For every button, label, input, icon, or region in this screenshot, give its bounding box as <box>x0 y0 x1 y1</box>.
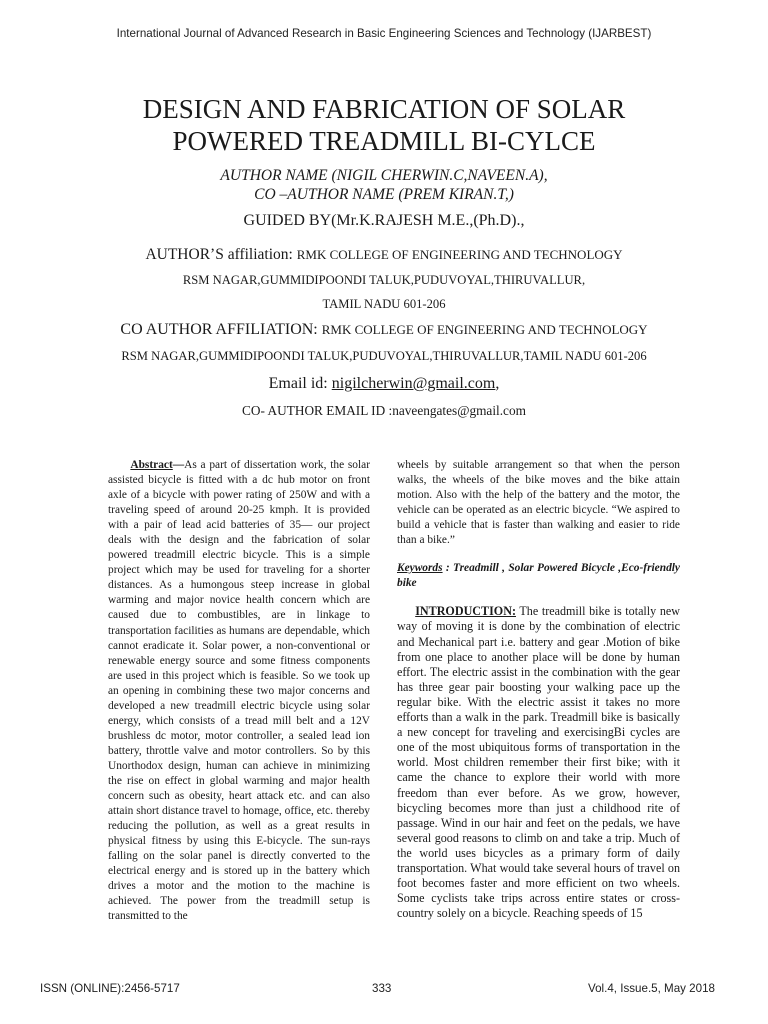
affiliation-value: RMK COLLEGE OF ENGINEERING AND TECHNOLOGY <box>296 247 623 262</box>
co-author-affiliation <box>0 321 768 339</box>
intro-continuation: wheels by suitable arrangement so that when the person walks, the wheels of the bike moves and the bike attain motion. Also with the help of the battery and the motor, the vehicle can be operated as an electric bicycle. “We aspired to build a vehicle that is faster than walking and easier to ride than a bike.” <box>397 459 680 547</box>
email-label: Email id: <box>268 375 332 392</box>
co-affiliation-label: CO AUTHOR AFFILIATION: <box>120 321 322 338</box>
title-line-2: POWERED TREADMILL BI-CYLCE <box>172 126 596 156</box>
footer-volume: Vol.4, Issue.5, May 2018 <box>588 982 715 995</box>
right-column <box>397 458 680 921</box>
keywords <box>397 561 680 591</box>
email-line <box>0 375 768 393</box>
title-line-1: DESIGN AND FABRICATION OF SOLAR <box>142 94 626 124</box>
email-link[interactable]: nigilcherwin@gmail.com <box>331 375 496 392</box>
journal-header: International Journal of Advanced Research in Basic Engineering Sciences and Technology (IJARBEST) <box>116 27 652 40</box>
guided-by: GUIDED BY(Mr.K.RAJESH M.E.,(Ph.D)., <box>243 212 525 229</box>
authors-line-1: AUTHOR NAME (NIGIL CHERWIN.C,NAVEEN.A), <box>220 167 548 184</box>
introduction <box>397 604 680 921</box>
footer-page-number: 333 <box>372 982 392 995</box>
introduction-label: INTRODUCTION: <box>415 604 516 619</box>
author-affiliation <box>0 246 768 264</box>
co-email: CO- AUTHOR EMAIL ID :naveengates@gmail.com <box>242 403 526 418</box>
footer-issn: ISSN (ONLINE):2456-5717 <box>40 982 180 995</box>
abstract-dash: — <box>172 459 185 471</box>
co-address: RSM NAGAR,GUMMIDIPOONDI TALUK,PUDUVOYAL,THIRUVALLUR,TAMIL NADU 601-206 <box>121 349 647 363</box>
authors-line-2: CO –AUTHOR NAME (PREM KIRAN.T,) <box>254 186 514 203</box>
keywords-text: : Treadmill , Solar Powered Bicycle ,Eco-friendly bike <box>397 562 680 590</box>
abstract-column <box>108 458 370 924</box>
co-affiliation-value: RMK COLLEGE OF ENGINEERING AND TECHNOLOGY <box>321 322 648 337</box>
paper-title <box>0 93 768 157</box>
address-line-1: RSM NAGAR,GUMMIDIPOONDI TALUK,PUDUVOYAL,THIRUVALLUR, <box>182 273 586 287</box>
email-suffix: , <box>495 375 500 392</box>
affiliation-label: AUTHOR’S affiliation: <box>145 246 297 263</box>
abstract-label: Abstract <box>130 459 173 471</box>
abstract-text: As a part of dissertation work, the solar assisted bicycle is fitted with a dc hub motor on front axle of a bicycle with power rating of 250W and with a traveling speed of around 20-25 kmph. It is provided with a pair of lead acid batteries of 35― our project deals with the design and the fabrication of solar powered treadmill electric bicycle. This is a simple project which may be used for traveling for a shorter distances. As a humongous steep increase in global warming and major novice health concern which are caused due to combustibles, are in linkage to transportation facilities as humans are dependable, which cannot eradicate it. Solar power, a non-conventional or renewable energy source and some fitness components are used in this project which is feasible. So we took up an opening in combining these two major concerns and developed a new treadmill electric bicycle using solar energy, which consists of a tread mill belt and a 12V brushless dc motor, motor controller, a sealed lead ion battery, throttle valve and motor controllers. So by this Unorthodox design, human can achieve in minimizing the rise on effect in global warming and major health concern such as obesity, heart attack etc. and can also attain short distance travel to homage, office, etc. thereby reducing the pollution, as well as a great results in physical fitness by using this E-bicycle. The sun-rays falling on the solar panel is directly converted to the electrical energy and is stored up in the battery which drives a motor and the motion to the machine is achieved. The power from the treadmill setup is transmitted to the <box>108 459 370 923</box>
address-line-2: TAMIL NADU 601-206 <box>322 297 446 311</box>
keywords-label: Keywords <box>397 562 443 575</box>
introduction-text: The treadmill bike is totally new way of moving it is done by the combination of electric and Mechanical part i.e. battery and gear .Motion of bike from one place to another place will be done by human effort. The electric assist in the combination with the gear has three gear pair boosting your walking pace up the regular bike. With the electric assist it takes no more efforts than a walk in the park. Treadmill bike is basically a new concept for traveling and exercisingBi cycles are one of the most ubiquitous forms of transportation in the world. Most children remember their first bike; with it came the chance to explore their world with more freedom than ever before. As we grow, however, bicycling becomes more than just a childhood rite of passage. Wind in our hair and feet on the pedals, we have several good reasons to climb on and take a trip. Much of the world uses bicycles as a primary form of daily transportation. What would take several hours of travel on foot becomes faster and more efficient on two wheels. Some cyclists take trips across entire states or cross-country solely on a bicycle. Reaching speeds of 15 <box>397 604 680 921</box>
